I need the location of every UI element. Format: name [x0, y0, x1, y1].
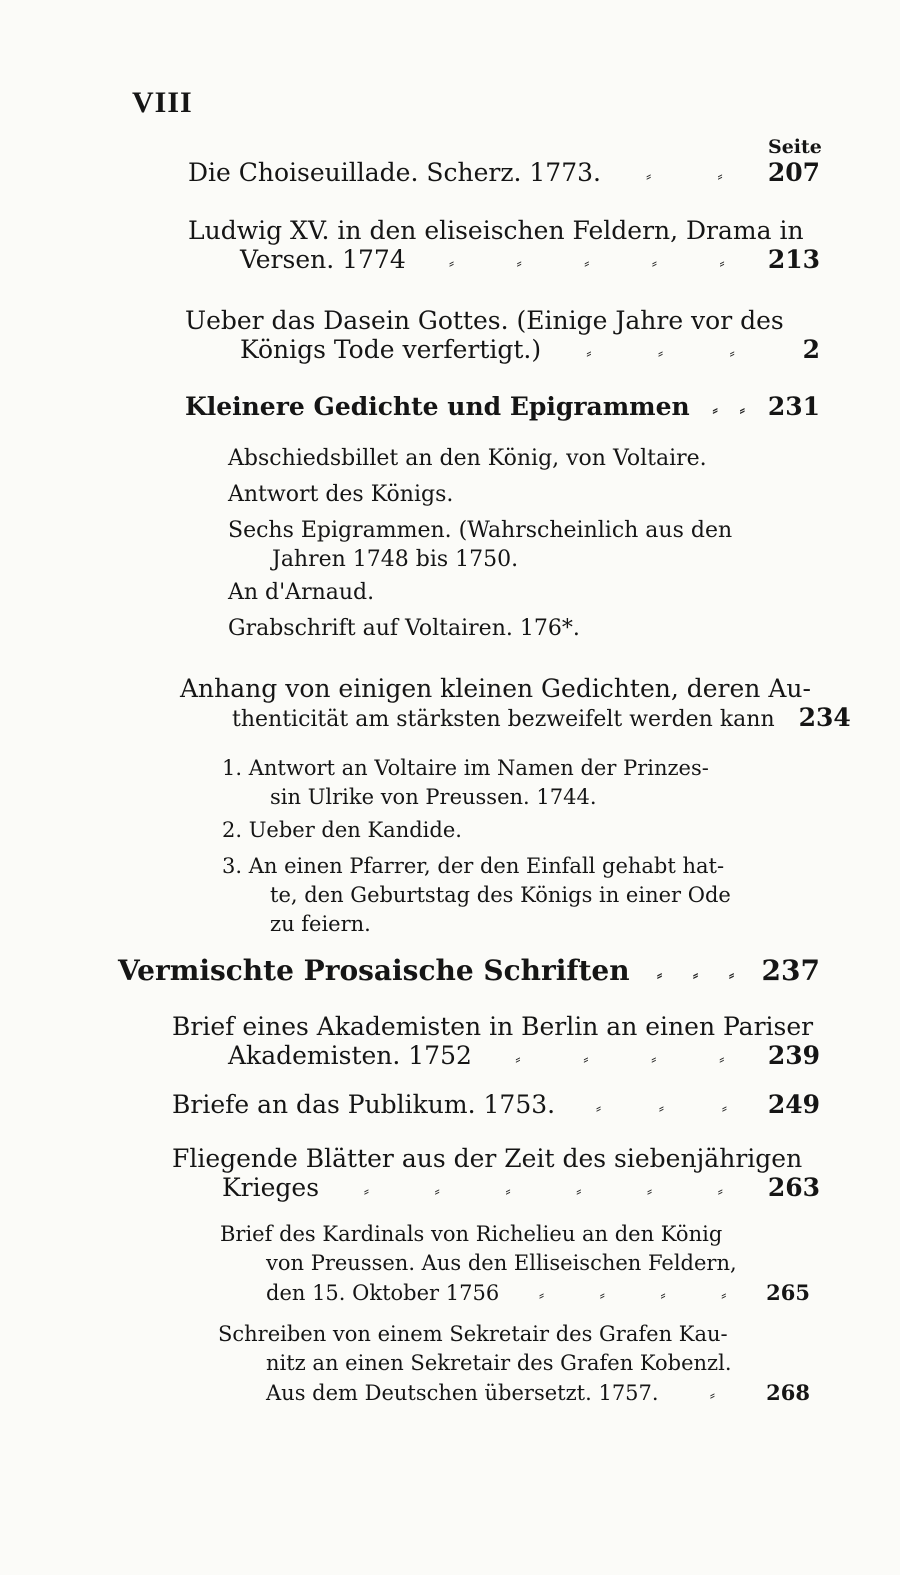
entry-title-cont: nitz an einen Sekretair des Grafen Kobenzl. [266, 1351, 732, 1375]
entry-page: 263 [767, 1173, 820, 1202]
toc-subentry [220, 1220, 810, 1309]
entry-page: 234 [798, 703, 851, 732]
entry-title: Fliegende Blätter aus der Zeit des siebenjährigen [172, 1144, 803, 1173]
toc-subentry [222, 816, 792, 845]
entry-page: 213 [767, 245, 820, 274]
entry-title-cont: Aus dem Deutschen übersetzt. 1757. [266, 1381, 659, 1405]
entry-title: Briefe an das Publikum. 1753. [172, 1090, 556, 1119]
toc-subentry [222, 852, 792, 939]
page-column-label: Seite [768, 136, 822, 158]
entry-title: 1. Antwort an Voltaire im Namen der Prinzes- [222, 756, 709, 780]
toc-entry [185, 306, 820, 367]
toc-subentry [228, 614, 788, 643]
entry-page: 265 [766, 1280, 810, 1305]
toc-entry [172, 1144, 820, 1205]
leader-dots: ⸗ ⸗ ⸗ ⸗ [515, 1049, 725, 1068]
entry-title-cont: den 15. Oktober 1756 [266, 1281, 500, 1305]
toc-subentry [228, 480, 788, 509]
toc-subentry [222, 754, 792, 812]
toc-entry [188, 216, 820, 277]
entry-page: 207 [767, 158, 820, 187]
entry-title-cont: zu feiern. [270, 912, 371, 936]
entry-title: Kleinere Gedichte und Epigrammen [185, 392, 690, 421]
entry-title: Abschiedsbillet an den König, von Voltaire. [228, 446, 707, 471]
entry-title-cont: Königs Tode verfertigt.) [240, 335, 542, 364]
entry-title: Brief des Kardinals von Richelieu an den König [220, 1222, 723, 1246]
leader-dots: ⸗ ⸗ [646, 166, 723, 185]
page-number: VIII [132, 86, 193, 119]
entry-title: Grabschrift auf Voltairen. 176*. [228, 616, 580, 641]
toc-subentry [228, 444, 788, 473]
toc-subentry [228, 516, 788, 574]
entry-title: Ludwig XV. in den eliseischen Feldern, Drama in [188, 216, 804, 245]
leader-dots: ⸗ ⸗ ⸗ [586, 343, 735, 362]
entry-page: 2 [802, 335, 820, 364]
entry-title-cont: Krieges [222, 1173, 320, 1202]
entry-title: Schreiben von einem Sekretair des Grafen Kau- [218, 1322, 728, 1346]
entry-title: Sechs Epigrammen. (Wahrscheinlich aus den [228, 518, 733, 543]
leader-dots: ⸗ ⸗ ⸗ ⸗ [538, 1285, 727, 1304]
toc-subentry [228, 578, 788, 607]
entry-page: 249 [767, 1090, 820, 1119]
entry-title-cont: Jahren 1748 bis 1750. [272, 547, 519, 572]
entry-page: 231 [767, 392, 820, 421]
entry-title-cont: Versen. 1774 [240, 245, 406, 274]
toc-entry [180, 674, 851, 734]
toc-subentry [218, 1320, 810, 1409]
toc-entry [185, 392, 820, 424]
entry-title-cont: te, den Geburtstag des Königs in einer Ode [270, 883, 731, 907]
entry-title: An d'Arnaud. [228, 580, 375, 605]
entry-title: 3. An einen Pfarrer, der den Einfall gehabt hat- [222, 854, 725, 878]
toc-entry [172, 1012, 820, 1073]
entry-title: Antwort des Königs. [228, 482, 454, 507]
leader-dots: ⸗ ⸗ ⸗ ⸗ ⸗ [448, 253, 725, 272]
toc-section-heading [118, 956, 820, 989]
entry-title: Brief eines Akademisten in Berlin an einen Pariser [172, 1012, 814, 1041]
entry-page: 268 [766, 1380, 810, 1405]
entry-title-cont: sin Ulrike von Preussen. 1744. [270, 785, 597, 809]
entry-title: Ueber das Dasein Gottes. (Einige Jahre vor des [185, 306, 784, 335]
entry-title: Die Choiseuillade. Scherz. 1773. [188, 158, 601, 187]
entry-title: 2. Ueber den Kandide. [222, 818, 462, 842]
leader-dots: ⸗ [709, 1385, 716, 1404]
leader-dots: ⸗ ⸗ ⸗ [656, 965, 735, 984]
entry-page: 239 [767, 1041, 820, 1070]
leader-dots: ⸗ ⸗ [712, 400, 745, 419]
entry-title-cont: Akademisten. 1752 [228, 1041, 472, 1070]
leader-dots: ⸗ ⸗ ⸗ [595, 1098, 728, 1117]
entry-title-cont: thenticität am stärksten bezweifelt werden kann [232, 707, 775, 732]
leader-dots: ⸗ ⸗ ⸗ ⸗ ⸗ ⸗ [363, 1181, 723, 1200]
toc-entry [172, 1090, 820, 1122]
entry-title: Vermischte Prosaische Schriften [118, 954, 630, 987]
entry-page: 237 [761, 954, 820, 987]
toc-entry [188, 158, 820, 190]
entry-title-cont: von Preussen. Aus den Elliseischen Feldern, [266, 1251, 737, 1275]
entry-title: Anhang von einigen kleinen Gedichten, deren Au- [180, 674, 811, 703]
